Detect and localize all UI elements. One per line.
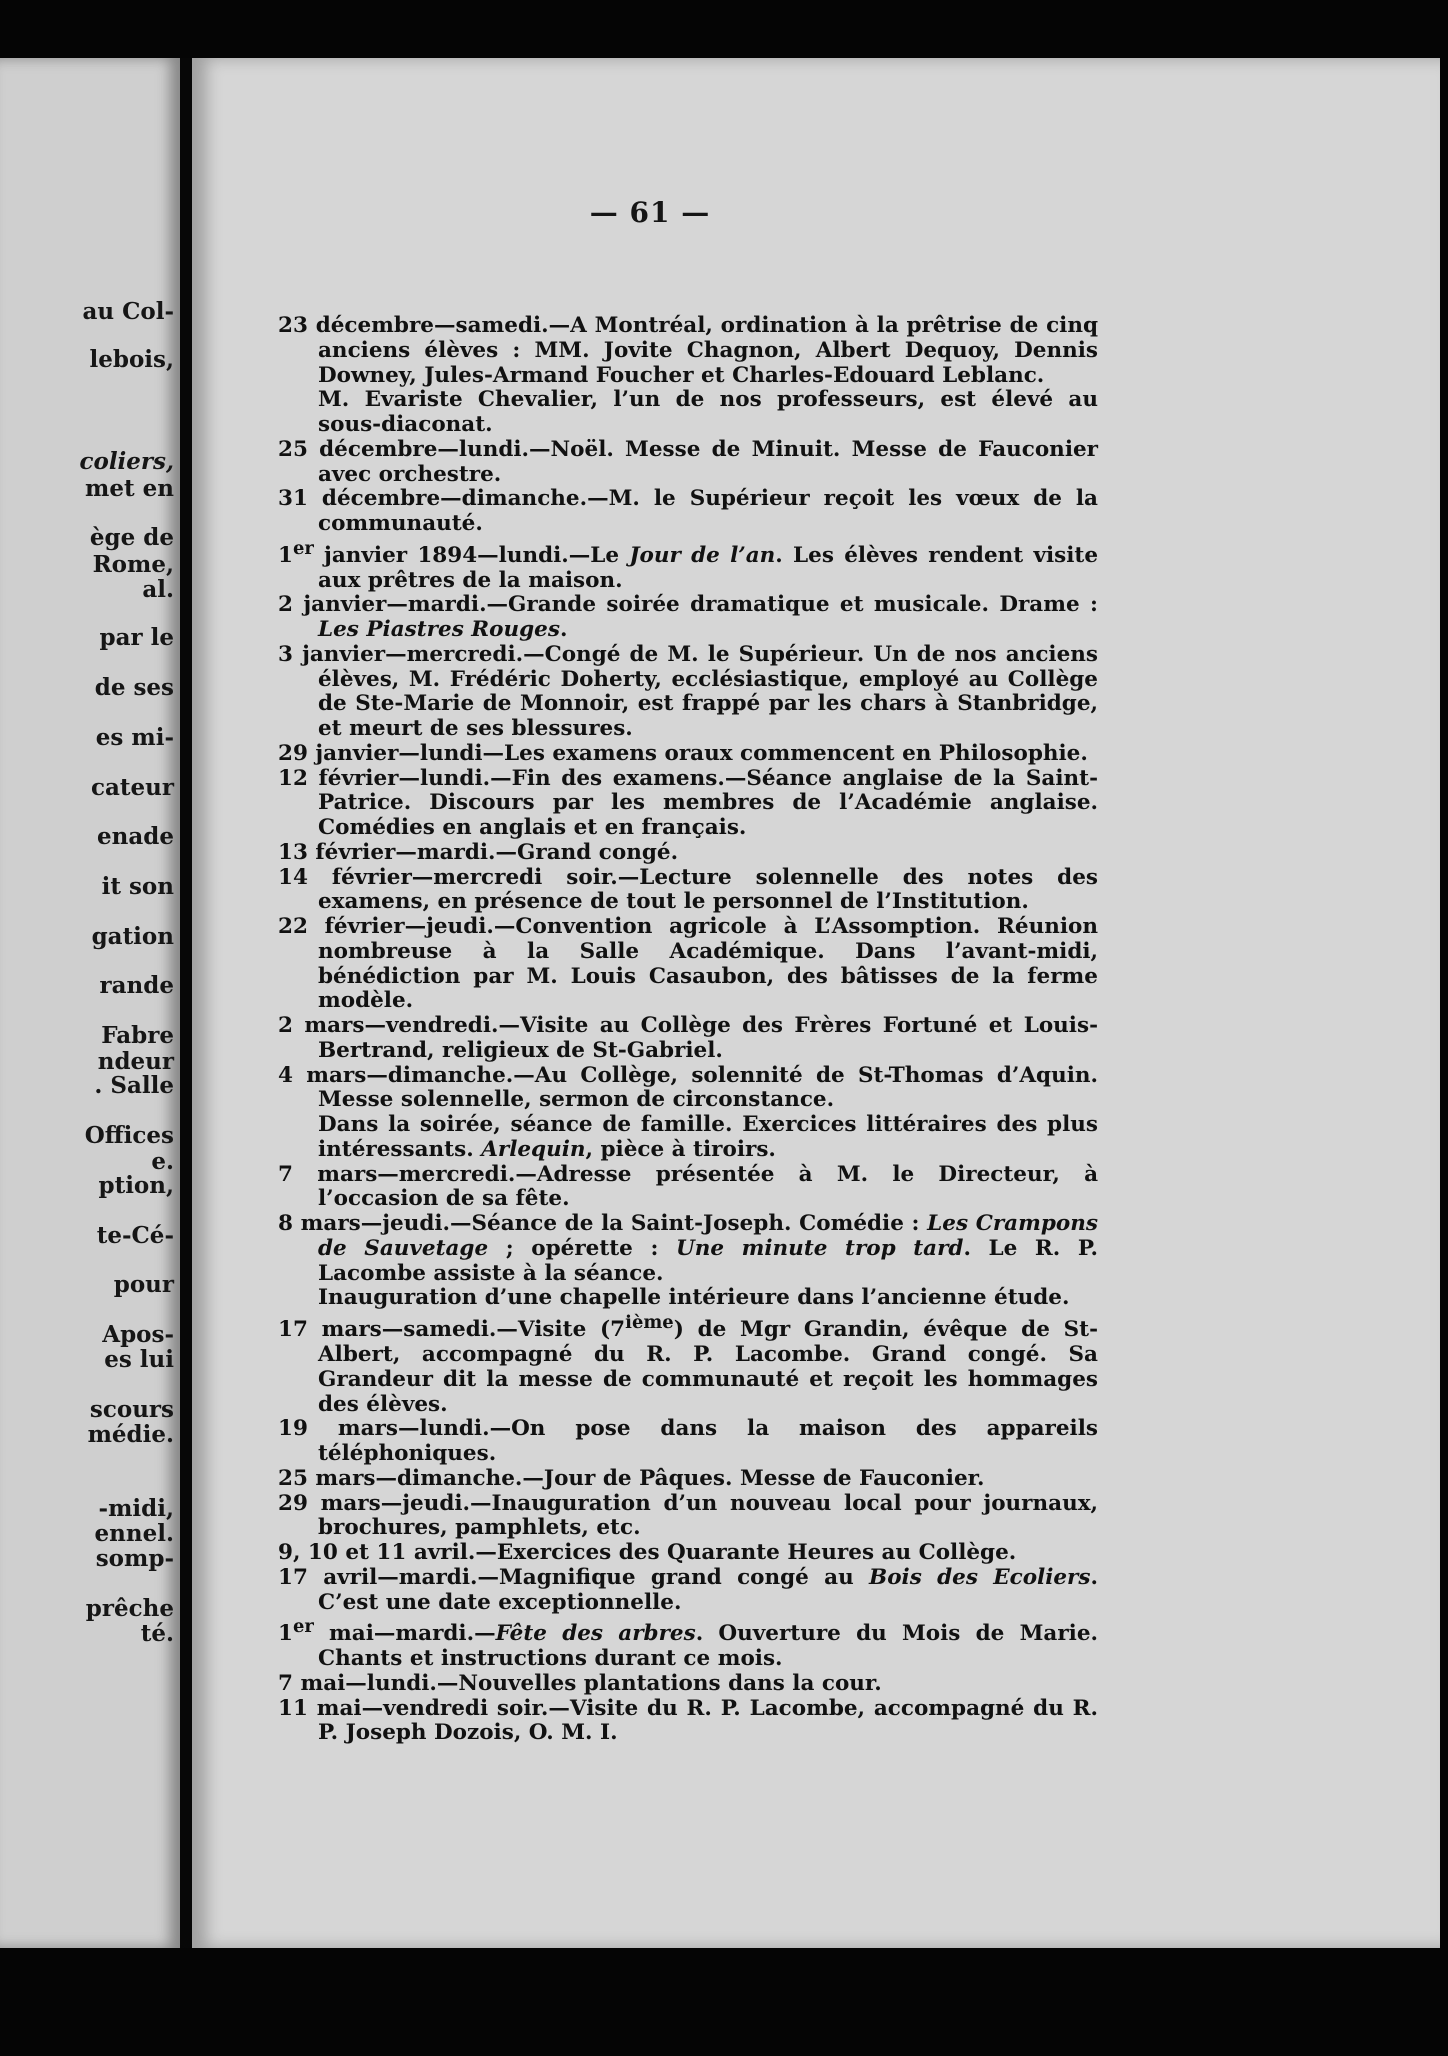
chronicle-entry: 19 mars—lundi.—On pose dans la maison des appareils téléphoniques. bbox=[278, 1416, 1098, 1467]
chronicle-entry: 31 décembre—dimanche.—M. le Supérieur reçoit les vœux de la communauté. bbox=[278, 486, 1098, 536]
book-gutter bbox=[180, 58, 192, 1948]
left-page-line-fragment: enade bbox=[97, 823, 174, 850]
chronicle-sub-paragraph: Inauguration d’une chapelle intérieure dans l’ancienne étude. bbox=[318, 1285, 1070, 1311]
left-page-line-fragment: es mi- bbox=[95, 724, 174, 751]
left-page-line-fragment: e. bbox=[151, 1148, 174, 1175]
left-page-line-fragment: somp- bbox=[95, 1545, 174, 1572]
chronicle-entry: 23 décembre—samedi.—A Montréal, ordination à la prêtrise de cinq anciens élèves : MM. Jovite Chagnon, Albert Dequoy, Dennis Downey, Jules-Armand Foucher et Charles-Edouard Leblanc. bbox=[278, 313, 1098, 388]
left-page-line-fragment: -midi, bbox=[98, 1495, 174, 1522]
chronicle-entry: 3 janvier—mercredi.—Congé de M. le Supérieur. Un de nos anciens élèves, M. Frédéric Doherty, ecclésiastique, employé au Collège de Ste-Marie de Monnoir, est frappé par les chars à Stanbridge, et meurt de ses blessures. bbox=[278, 641, 1098, 742]
chronicle-entry: 1er janvier 1894—lundi.—Le Jour de l’an. Les élèves rendent visite aux prêtres de la maison. bbox=[278, 537, 1098, 593]
left-page-line-fragment: al. bbox=[142, 576, 174, 603]
left-page-line-fragment: Rome, bbox=[92, 551, 174, 578]
left-page-line-fragment: ennel. bbox=[94, 1520, 174, 1547]
left-page-line-fragment: coliers, bbox=[79, 448, 174, 475]
chronicle-sub-paragraph: Dans la soirée, séance de famille. Exercices littéraires des plus intéressants. Arlequin, pièce à tiroirs. bbox=[318, 1112, 1098, 1162]
chronicle-entry: 29 mars—jeudi.—Inauguration d’un nouveau local pour journaux, brochures, pamphlets, etc. bbox=[278, 1490, 1098, 1541]
chronicle-entry: 7 mars—mercredi.—Adresse présentée à M. le Directeur, à l’occasion de sa fête. bbox=[278, 1161, 1098, 1212]
chronicle-entry: 29 janvier—lundi—Les examens oraux commencent en Philosophie. bbox=[278, 740, 1088, 766]
chronicle-entry: 17 avril—mardi.—Magnifique grand congé au Bois des Ecoliers. C’est une date exceptionnelle. bbox=[278, 1564, 1098, 1615]
chronicle-sub-paragraph: M. Evariste Chevalier, l’un de nos professeurs, est élevé au sous-diaconat. bbox=[318, 387, 1098, 437]
left-page-line-fragment: pour bbox=[113, 1271, 174, 1298]
left-page-line-fragment: au Col- bbox=[82, 298, 174, 325]
left-page-line-fragment: Apos- bbox=[102, 1321, 174, 1348]
left-page-line-fragment: Offices bbox=[84, 1122, 174, 1149]
left-page-line-fragment: Fabre bbox=[101, 1022, 174, 1049]
left-page-line-fragment: . Salle bbox=[94, 1072, 174, 1099]
chronicle-entries bbox=[278, 314, 1098, 1746]
chronicle-entry: 25 mars—dimanche.—Jour de Pâques. Messe de Fauconier. bbox=[278, 1465, 985, 1491]
page-number: — 61 — bbox=[589, 196, 711, 229]
left-page-line-fragment: it son bbox=[101, 873, 174, 900]
left-page-line-fragment: rande bbox=[99, 972, 174, 999]
left-page-line-fragment: ndeur bbox=[97, 1048, 174, 1075]
chronicle-entry: 22 février—jeudi.—Convention agricole à L’Assomption. Réunion nombreuse à la Salle Académique. Dans l’avant-midi, bénédiction par M. Louis Casaubon, des bâtisses de la ferme modèle. bbox=[278, 914, 1098, 1014]
chronicle-entry: 12 février—lundi.—Fin des examens.—Séance anglaise de la Saint-Patrice. Discours par les membres de l’Académie anglaise. Comédies en anglais et en français. bbox=[278, 765, 1098, 841]
left-page-line-fragment: met en bbox=[85, 475, 174, 502]
chronicle-entry: 8 mars—jeudi.—Séance de la Saint-Joseph. Comédie : Les Crampons de Sauvetage ; opérette : Une minute trop tard. Le R. P. Lacombe assiste à la séance. bbox=[278, 1211, 1098, 1286]
chronicle-entry: 7 mai—lundi.—Nouvelles plantations dans la cour. bbox=[278, 1670, 882, 1696]
chronicle-entry: 14 février—mercredi soir.—Lecture solennelle des notes des examens, en présence de tout le personnel de l’Institution. bbox=[278, 864, 1098, 915]
chronicle-entry: 17 mars—samedi.—Visite (7ième) de Mgr Grandin, évêque de St-Albert, accompagné du R. P. Lacombe. Grand congé. Sa Grandeur dit la messe de communauté et reçoit les hommages des élèves. bbox=[278, 1312, 1098, 1417]
chronicle-entry: 9, 10 et 11 avril.—Exercices des Quarante Heures au Collège. bbox=[278, 1540, 1017, 1566]
left-page-line-fragment: es lui bbox=[104, 1346, 174, 1373]
chronicle-entry: 2 mars—vendredi.—Visite au Collège des Frères Fortuné et Louis-Bertrand, religieux de St-Gabriel. bbox=[278, 1013, 1098, 1063]
left-page-fragment bbox=[0, 58, 180, 1948]
chronicle-entry: 13 février—mardi.—Grand congé. bbox=[278, 839, 679, 865]
left-page-line-fragment: ège de bbox=[89, 524, 174, 551]
chronicle-entry: 4 mars—dimanche.—Au Collège, solennité de St-Thomas d’Aquin. Messe solennelle, sermon de circonstance. bbox=[278, 1062, 1098, 1113]
left-page-line-fragment: scours bbox=[89, 1396, 174, 1423]
left-page-line-fragment: médie. bbox=[87, 1421, 174, 1448]
chronicle-entry: 25 décembre—lundi.—Noël. Messe de Minuit. Messe de Fauconier avec orchestre. bbox=[278, 436, 1098, 487]
left-page-line-fragment: cateur bbox=[90, 774, 174, 801]
chronicle-entry: 11 mai—vendredi soir.—Visite du R. P. Lacombe, accompagné du R. P. Joseph Dozois, O. M. I. bbox=[278, 1695, 1098, 1746]
left-page-line-fragment: te-Cé- bbox=[96, 1222, 174, 1249]
left-page-line-fragment: de ses bbox=[94, 674, 174, 701]
left-page-line-fragment: lebois, bbox=[89, 346, 174, 373]
left-page-line-fragment: gation bbox=[91, 923, 174, 950]
left-page-line-fragment: prêche bbox=[85, 1595, 174, 1622]
chronicle-entry: 2 janvier—mardi.—Grande soirée dramatique et musicale. Drame : Les Piastres Rouges. bbox=[278, 592, 1098, 643]
left-page-line-fragment: par le bbox=[99, 624, 174, 651]
chronicle-entry: 1er mai—mardi.—Fête des arbres. Ouverture du Mois de Marie. Chants et instructions durant ce mois. bbox=[278, 1616, 1098, 1672]
left-page-line-fragment: té. bbox=[140, 1620, 174, 1647]
left-page-line-fragment: ption, bbox=[98, 1172, 174, 1199]
